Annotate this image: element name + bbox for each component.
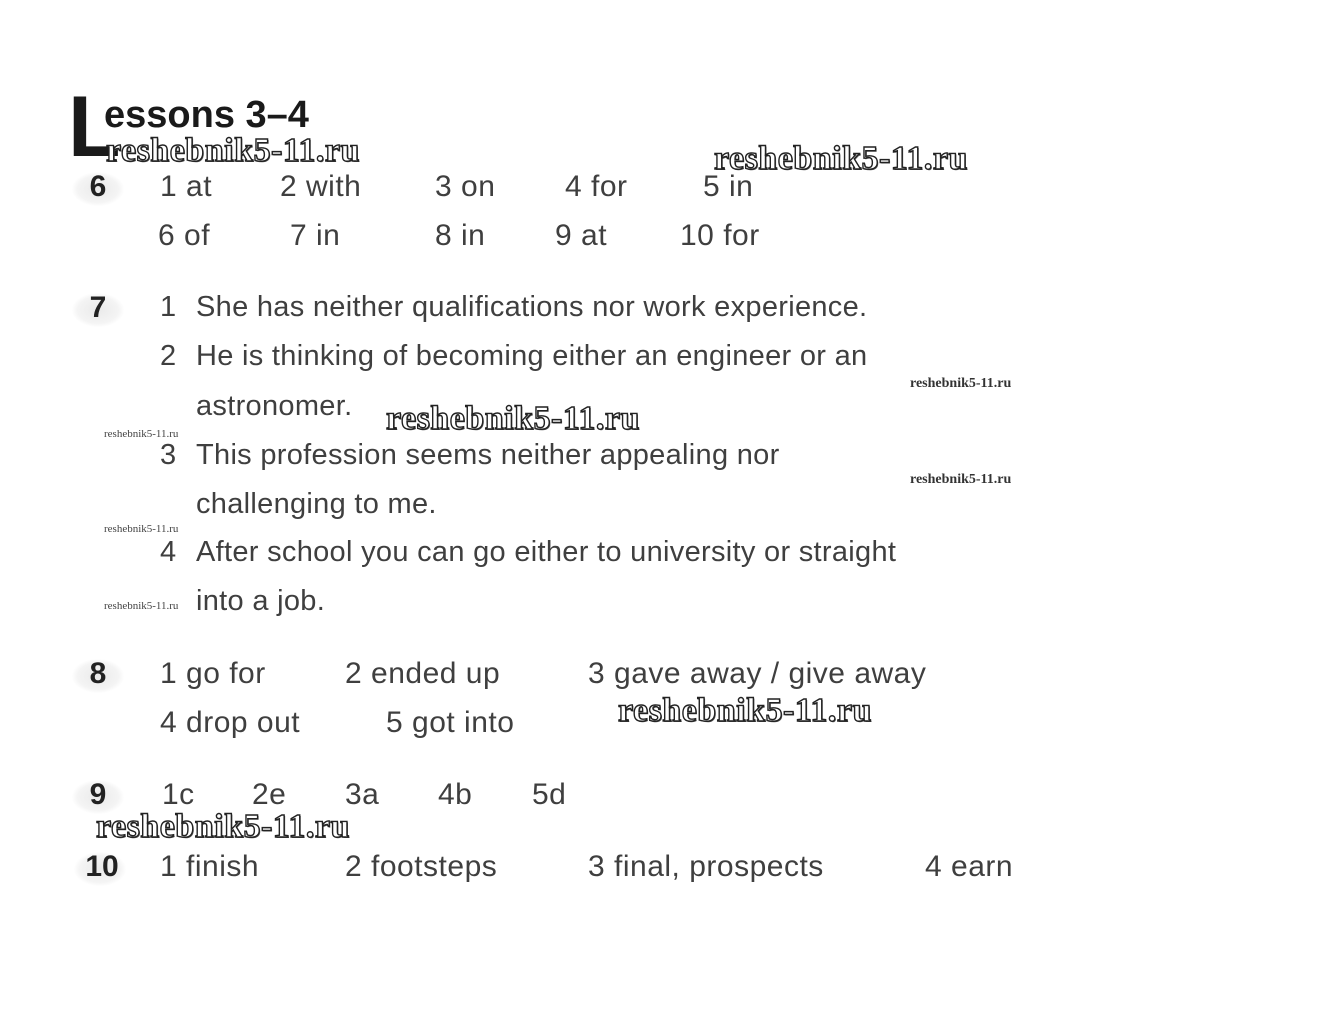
page-title: essons 3–4 <box>104 94 309 136</box>
sentence-line: He is thinking of becoming either an engineer or an <box>196 340 868 372</box>
answer: 5d <box>532 778 567 811</box>
exercise-number-8: 8 <box>78 657 118 691</box>
answer: 3a <box>345 778 380 811</box>
answer: 4 for <box>565 170 628 203</box>
watermark: reshebnik5-11.ru <box>910 376 1012 391</box>
answer: 2e <box>252 778 287 811</box>
answer: 2 footsteps <box>345 850 498 883</box>
answer: 2 with <box>280 170 362 203</box>
watermark: reshebnik5-11.ru <box>96 808 350 845</box>
answer: 9 at <box>555 219 608 252</box>
sentence-number: 3 <box>160 439 177 471</box>
answer: 6 of <box>158 219 211 252</box>
watermark: reshebnik5-11.ru <box>714 140 968 177</box>
answer: 10 for <box>680 219 760 252</box>
sentence-line: astronomer. <box>196 390 353 422</box>
watermark: reshebnik5-11.ru <box>618 692 872 729</box>
sentence-number: 4 <box>160 536 177 568</box>
watermark: reshebnik5-11.ru <box>104 600 179 612</box>
answer: 2 ended up <box>345 657 501 690</box>
sentence-line: She has neither qualifications nor work experience. <box>196 291 868 323</box>
exercise-number-10: 10 <box>80 850 124 884</box>
title-initial: L <box>68 79 119 175</box>
answer: 1 finish <box>160 850 260 883</box>
watermark: reshebnik5-11.ru <box>386 400 640 437</box>
answer: 3 on <box>435 170 496 203</box>
answer: 3 final, prospects <box>588 850 824 883</box>
watermark: reshebnik5-11.ru <box>106 132 360 169</box>
answer: 4 earn <box>925 850 1014 883</box>
sentence-line: After school you can go either to university or straight <box>196 536 897 568</box>
answer: 5 in <box>703 170 754 203</box>
exercise-number-9: 9 <box>78 778 118 812</box>
sentence-line: This profession seems neither appealing nor <box>196 439 780 471</box>
answer: 3 gave away / give away <box>588 657 927 690</box>
sentence-line: challenging to me. <box>196 488 437 520</box>
answer: 4 drop out <box>160 706 301 739</box>
watermark: reshebnik5-11.ru <box>104 523 179 535</box>
answer: 1c <box>162 778 195 811</box>
exercise-number-6: 6 <box>78 170 118 204</box>
answer: 1 go for <box>160 657 266 690</box>
answer: 8 in <box>435 219 486 252</box>
answer: 4b <box>438 778 473 811</box>
watermark: reshebnik5-11.ru <box>104 428 179 440</box>
sentence-number: 2 <box>160 340 177 372</box>
watermark: reshebnik5-11.ru <box>910 472 1012 487</box>
exercise-number-7: 7 <box>78 291 118 325</box>
sentence-number: 1 <box>160 291 177 323</box>
answer: 1 at <box>160 170 213 203</box>
answer: 7 in <box>290 219 341 252</box>
sentence-line: into a job. <box>196 585 326 617</box>
answer: 5 got into <box>386 706 515 739</box>
